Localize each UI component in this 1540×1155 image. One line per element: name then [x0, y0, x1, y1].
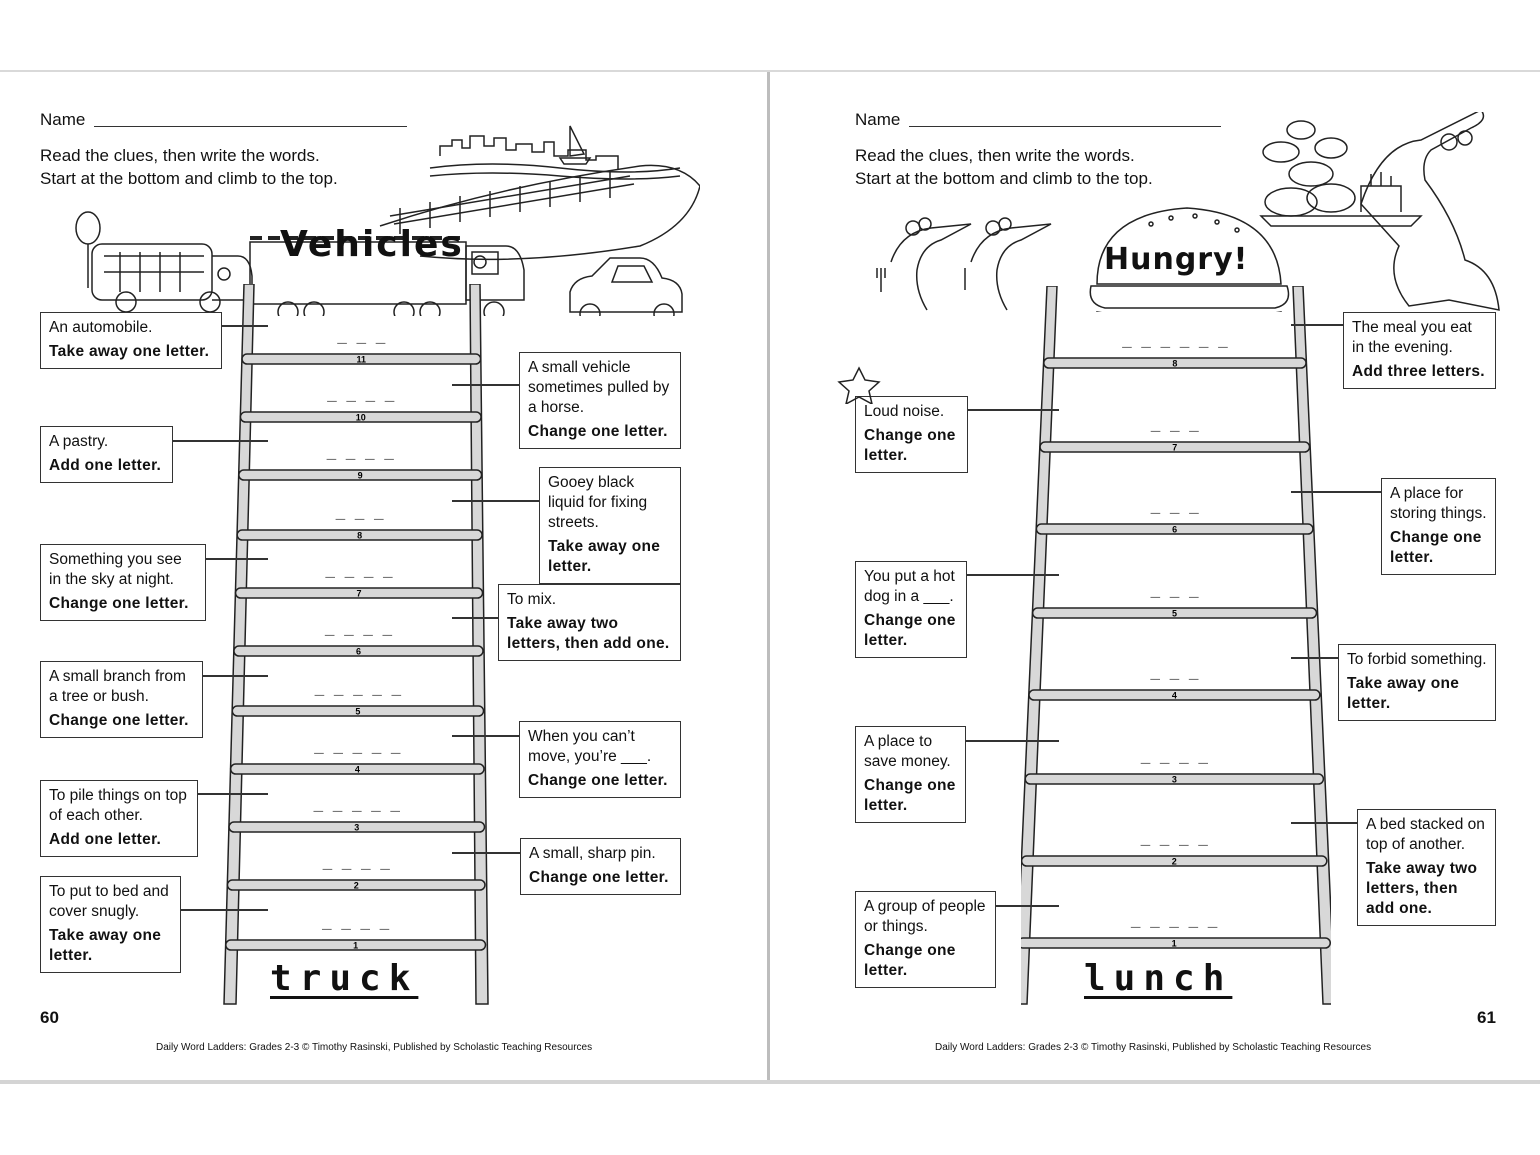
- answer-blanks: _ _ _ _ _: [314, 739, 401, 757]
- clue-action: Change one letter.: [49, 595, 189, 612]
- clue-connector: [966, 740, 1059, 742]
- clue-action: Add three letters.: [1352, 363, 1485, 380]
- page-footer: Daily Word Ladders: Grades 2-3 © Timothy Rasinski, Published by Scholastic Teaching Resources: [935, 1042, 1372, 1053]
- clue-text: Gooey black liquid for fixing streets.: [548, 474, 648, 531]
- answer-blanks: _ _ _ _ _: [314, 681, 402, 699]
- clue-connector: [967, 574, 1059, 576]
- clue-text: To put to bed and cover snugly.: [49, 883, 169, 920]
- clue-connector: [198, 793, 268, 795]
- clue-text: An automobile.: [49, 319, 153, 336]
- instructions-line-1: Read the clues, then write the words.: [40, 146, 320, 165]
- answer-blanks: _ _ _: [1150, 499, 1199, 517]
- name-label: Name: [40, 110, 86, 129]
- rung-number: 6: [355, 646, 361, 657]
- clue-box-6: [1381, 478, 1496, 575]
- answer-blanks: _ _ _: [1150, 583, 1199, 601]
- clue-action: Change one letter.: [529, 869, 669, 886]
- left-page: [0, 72, 768, 1082]
- rung-number: 5: [355, 706, 361, 717]
- ladder-rail-left: [224, 284, 254, 1004]
- clue-box-1: [855, 891, 996, 988]
- rung-number: 1: [1171, 938, 1177, 949]
- right-page: [771, 72, 1540, 1082]
- clue-action: Add one letter.: [49, 831, 162, 848]
- clue-action: Take away two letters, then add one.: [1366, 860, 1478, 917]
- worksheet-title: Vehicles: [280, 224, 464, 265]
- answer-blanks: _ _ _ _: [322, 855, 390, 873]
- worksheet-title: Hungry!: [1104, 242, 1249, 277]
- clue-box-10: [519, 352, 681, 449]
- answer-blanks: _ _ _ _: [1140, 749, 1208, 767]
- rung-number: 4: [354, 764, 360, 775]
- clue-box-5: [855, 561, 967, 658]
- clue-text: Loud noise.: [864, 403, 945, 420]
- clue-action: Take away one letter.: [548, 538, 661, 575]
- clue-text: A pastry.: [49, 433, 109, 450]
- rung-number: 9: [357, 470, 363, 481]
- rung-number: 8: [1172, 358, 1178, 369]
- start-word: truck: [270, 958, 419, 999]
- answer-blanks: _ _ _: [1150, 665, 1199, 683]
- star-icon: [831, 364, 887, 404]
- clue-box-4: [519, 721, 681, 798]
- clue-box-1: [40, 876, 181, 973]
- instructions-line-1: Read the clues, then write the words.: [855, 146, 1135, 165]
- start-word: lunch: [1084, 958, 1233, 999]
- clue-text: You put a hot dog in a ___.: [864, 568, 955, 605]
- answer-blanks: _ _ _ _: [327, 387, 395, 405]
- clue-connector: [173, 440, 268, 442]
- clue-box-8: [539, 467, 681, 584]
- clue-text: To forbid something.: [1347, 651, 1487, 668]
- answer-blanks: _ _ _: [1150, 417, 1199, 435]
- clue-action: Take away two letters, then add one.: [507, 615, 670, 652]
- clue-text: A small, sharp pin.: [529, 845, 656, 862]
- clue-box-9: [40, 426, 173, 483]
- rung-number: 5: [1172, 608, 1178, 619]
- page-number: 61: [1477, 1008, 1496, 1027]
- clue-box-4: [1338, 644, 1496, 721]
- clue-text: The meal you eat in the evening.: [1352, 319, 1472, 356]
- clue-box-7: [855, 396, 968, 473]
- instructions-line-2: Start at the bottom and climb to the top.: [855, 169, 1153, 188]
- clue-text: When you can’t move, you’re ___.: [528, 728, 652, 765]
- rung-number: 8: [357, 530, 363, 541]
- clue-box-8: [1343, 312, 1496, 389]
- ladder-rail-right: [1293, 286, 1331, 1004]
- clue-action: Change one letter.: [864, 942, 956, 979]
- clue-action: Change one letter.: [1390, 529, 1482, 566]
- clue-connector: [1291, 822, 1357, 824]
- clue-action: Change one letter.: [528, 423, 668, 440]
- ladder-rail-left: [1021, 286, 1057, 1004]
- answer-blanks: _ _ _ _: [326, 445, 394, 463]
- word-ladder: [1021, 286, 1331, 1006]
- rung-number: 3: [354, 822, 360, 833]
- clue-action: Add one letter.: [49, 457, 162, 474]
- clue-text: A place to save money.: [864, 733, 951, 770]
- answer-blanks: _ _ _ _: [325, 563, 393, 581]
- clue-connector: [222, 325, 268, 327]
- rung-number: 10: [355, 412, 366, 423]
- clue-box-3: [40, 780, 198, 857]
- clue-text: A bed stacked on top of another.: [1366, 816, 1485, 853]
- clue-text: A small branch from a tree or bush.: [49, 668, 186, 705]
- page-footer: Daily Word Ladders: Grades 2-3 © Timothy Rasinski, Published by Scholastic Teaching Resources: [156, 1042, 593, 1053]
- clue-connector: [206, 558, 268, 560]
- clue-action: Change one letter.: [49, 712, 189, 729]
- clue-box-11: [40, 312, 222, 369]
- answer-blanks: _ _ _ _: [1140, 831, 1208, 849]
- rung-number: 3: [1171, 774, 1177, 785]
- answer-blanks: _ _ _ _ _: [313, 797, 400, 815]
- clue-box-3: [855, 726, 966, 823]
- rung-number: 1: [353, 940, 359, 951]
- clue-action: Take away one letter.: [49, 343, 210, 360]
- clue-action: Change one letter.: [864, 427, 956, 464]
- ladder-rail-right: [470, 284, 488, 1004]
- rung-number: 11: [356, 354, 367, 365]
- clue-text: A group of people or things.: [864, 898, 986, 935]
- clue-action: Change one letter.: [528, 772, 668, 789]
- rung-number: 7: [1172, 442, 1178, 453]
- instructions-line-2: Start at the bottom and climb to the top.: [40, 169, 338, 188]
- answer-blanks: _ _ _ _: [324, 621, 393, 639]
- clue-action: Change one letter.: [864, 777, 956, 814]
- answer-blanks: _ _ _ _ _ _: [1122, 333, 1228, 351]
- clue-connector: [452, 617, 498, 619]
- answer-blanks: _ _ _: [335, 505, 384, 523]
- clue-text: A small vehicle sometimes pulled by a horse.: [528, 359, 670, 416]
- rung-number: 2: [353, 880, 359, 891]
- rung-number: 6: [1172, 524, 1178, 535]
- clue-box-5: [40, 661, 203, 738]
- name-label: Name: [855, 110, 901, 129]
- clue-box-6: [498, 584, 681, 661]
- clue-connector: [452, 500, 539, 502]
- clue-box-7: [40, 544, 206, 621]
- rung-number: 7: [356, 588, 362, 599]
- clue-action: Take away one letter.: [49, 927, 162, 964]
- answer-blanks: _ _ _: [337, 329, 386, 347]
- clue-connector: [203, 675, 268, 677]
- clue-action: Take away one letter.: [1347, 675, 1460, 712]
- clue-connector: [452, 735, 519, 737]
- clue-connector: [452, 384, 519, 386]
- rung-number: 2: [1171, 856, 1177, 867]
- clue-connector: [1291, 324, 1343, 326]
- clue-connector: [968, 409, 1059, 411]
- clue-text: To mix.: [507, 591, 557, 608]
- clue-action: Change one letter.: [864, 612, 956, 649]
- clue-box-2: [1357, 809, 1496, 926]
- word-ladder: [220, 284, 500, 1006]
- page-number: 60: [40, 1008, 59, 1027]
- clue-connector: [1291, 491, 1381, 493]
- clue-connector: [996, 905, 1059, 907]
- clue-connector: [452, 852, 520, 854]
- clue-text: Something you see in the sky at night.: [49, 551, 182, 588]
- answer-blanks: _ _ _ _ _: [1130, 913, 1218, 931]
- clue-box-2: [520, 838, 681, 895]
- clue-connector: [181, 909, 268, 911]
- page-bottom-edge: [0, 1080, 1540, 1084]
- clue-connector: [1291, 657, 1338, 659]
- clue-text: To pile things on top of each other.: [49, 787, 187, 824]
- rung-number: 4: [1171, 690, 1177, 701]
- hungry-illustration: [861, 112, 1501, 312]
- clue-text: A place for storing things.: [1390, 485, 1487, 522]
- answer-blanks: _ _ _ _: [322, 915, 390, 933]
- book-spine: [767, 72, 770, 1084]
